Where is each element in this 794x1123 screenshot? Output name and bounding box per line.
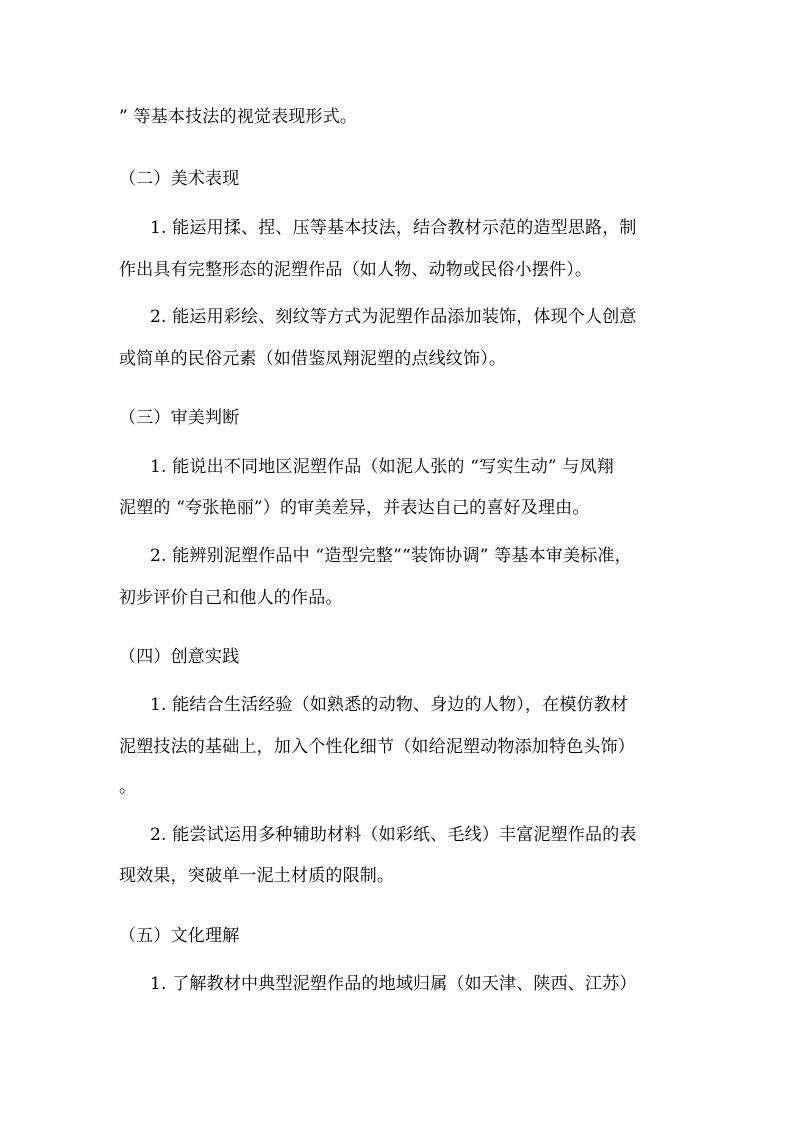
section-heading-creative-practice: （四）创意实践 bbox=[119, 647, 240, 667]
paragraph-line: 泥塑的 “夸张艳丽”）的审美差异，并表达自己的喜好及理由。 bbox=[119, 498, 590, 518]
paragraph-line: 。 bbox=[119, 777, 137, 797]
paragraph-line: 或简单的民俗元素（如借鉴凤翔泥塑的点线纹饰）。 bbox=[119, 349, 507, 369]
paragraph-line: 1. 能结合生活经验（如熟悉的动物、身边的人物），在模仿教材 bbox=[150, 695, 629, 715]
paragraph-line: 1. 了解教材中典型泥塑作品的地域归属（如天津、陕西、江苏） bbox=[150, 974, 637, 994]
paragraph-line: 2. 能运用彩绘、刻纹等方式为泥塑作品添加装饰，体现个人创意 bbox=[150, 307, 637, 327]
paragraph-line: 初步评价自己和他人的作品。 bbox=[119, 588, 343, 608]
paragraph-line: 1. 能说出不同地区泥塑作品（如泥人张的 “写实生动” 与凤翔 bbox=[150, 457, 615, 477]
paragraph-line: 1. 能运用揉、捏、压等基本技法，结合教材示范的造型思路，制 bbox=[150, 218, 637, 238]
paragraph-line: 作出具有完整形态的泥塑作品（如人物、动物或民俗小摆件）。 bbox=[119, 260, 593, 280]
section-heading-art-expression: （二）美术表现 bbox=[119, 169, 240, 189]
paragraph-line: 泥塑技法的基础上，加入个性化细节（如给泥塑动物添加特色头饰） bbox=[119, 737, 635, 757]
section-heading-cultural-understanding: （五）文化理解 bbox=[119, 926, 240, 946]
section-heading-aesthetic-judgment: （三）审美判断 bbox=[119, 408, 240, 428]
paragraph-line: 2. 能辨别泥塑作品中 “造型完整”“装饰协调” 等基本审美标准， bbox=[150, 546, 632, 566]
continuation-text: ” 等基本技法的视觉表现形式。 bbox=[119, 107, 358, 127]
paragraph-line: 2. 能尝试运用多种辅助材料（如彩纸、毛线）丰富泥塑作品的表 bbox=[150, 825, 637, 845]
paragraph-line: 现效果，突破单一泥土材质的限制。 bbox=[119, 866, 395, 886]
